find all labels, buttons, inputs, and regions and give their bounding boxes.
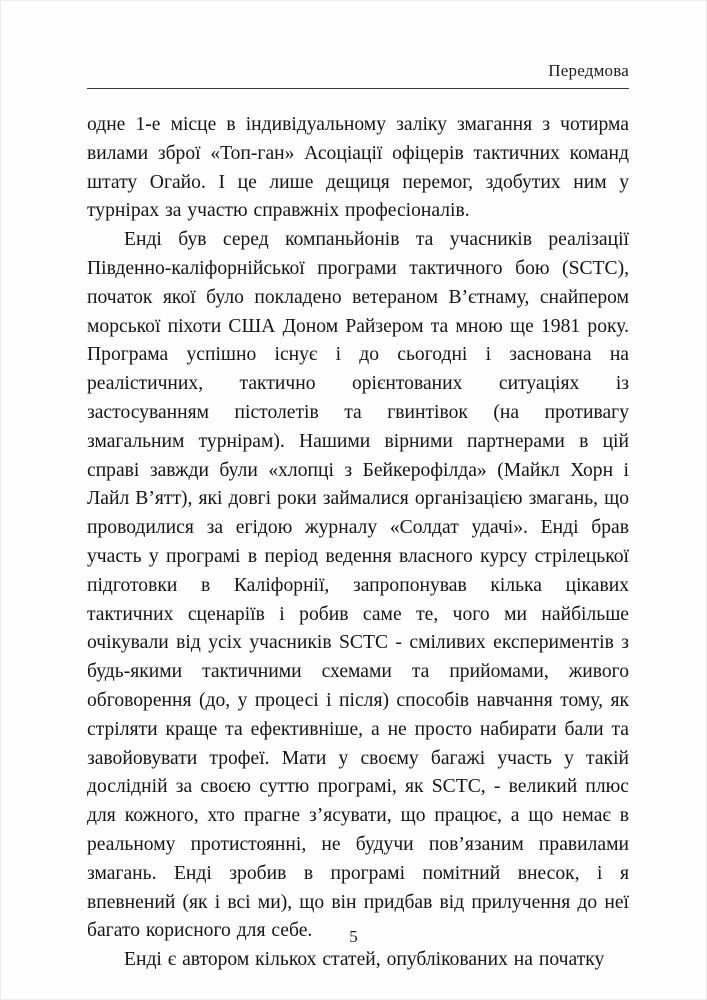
- paragraph: Енді був серед компаньйонів та учасників реалізації Південно-каліфорнійської програми тактичного бою (SCTC), початок якої було покладено ветераном В’єтнаму, снайпером морської піхоти США Доном Райзером та мною ще 1981 року. Програма успішно існує і до сьогодні і заснована на реалістичних, тактично орієнтованих ситуаціях із застосуванням пістолетів та гвинтівок (на противагу змагальним турнірам). Нашими вірними партнерами в цій справі завжди були «хлопці з Бейкерофілда» (Майкл Хорн і Лайл В’ятт), які довгі роки займалися організацією змагань, що проводилися за егідою журналу «Солдат удачі». Енді брав участь у програмі в період ведення власного курсу стрілецької підготовки в Каліфорнії, запропонував кілька цікавих тактичних сценаріїв і робив саме те, чого ми найбільше очікували від усіх учасників SCTC - сміливих експериментів з будь-якими тактичними схемами та прийомами, живого обговорення (до, у процесі і після) способів навчання тому, як стріляти краще та ефективніше, а не просто набирати бали та завойовувати трофеї. Мати у своєму багажі участь у такій дослідній за своєю суттю програмі, як SCTC, - великий плюс для кожного, хто прагне з’ясувати, що працює, а що немає в реальному протистоянні, не будучи пов’язаним правилами змагань. Енді зробив в програмі помітний внесок, і я впевнений (як і всі ми), що він придбав від прилучення до неї багато корисного для себе.: [87, 229, 629, 942]
- paragraph: Енді є автором кількох статей, опублікованих на початку: [124, 949, 605, 971]
- page-number: 5: [349, 927, 358, 946]
- paragraph: одне 1-е місце в індивідуальному заліку змагання з чотирма вилами зброї «Топ-ган» Асоціації офіцерів тактичних команд штату Огайо. І це лише дещиця перемог, здобутих ним у турнірах за участю справжніх професіоналів.: [87, 114, 629, 222]
- body-text: [87, 111, 629, 975]
- running-head-title: Передмова: [548, 61, 629, 80]
- header-rule: [87, 88, 629, 89]
